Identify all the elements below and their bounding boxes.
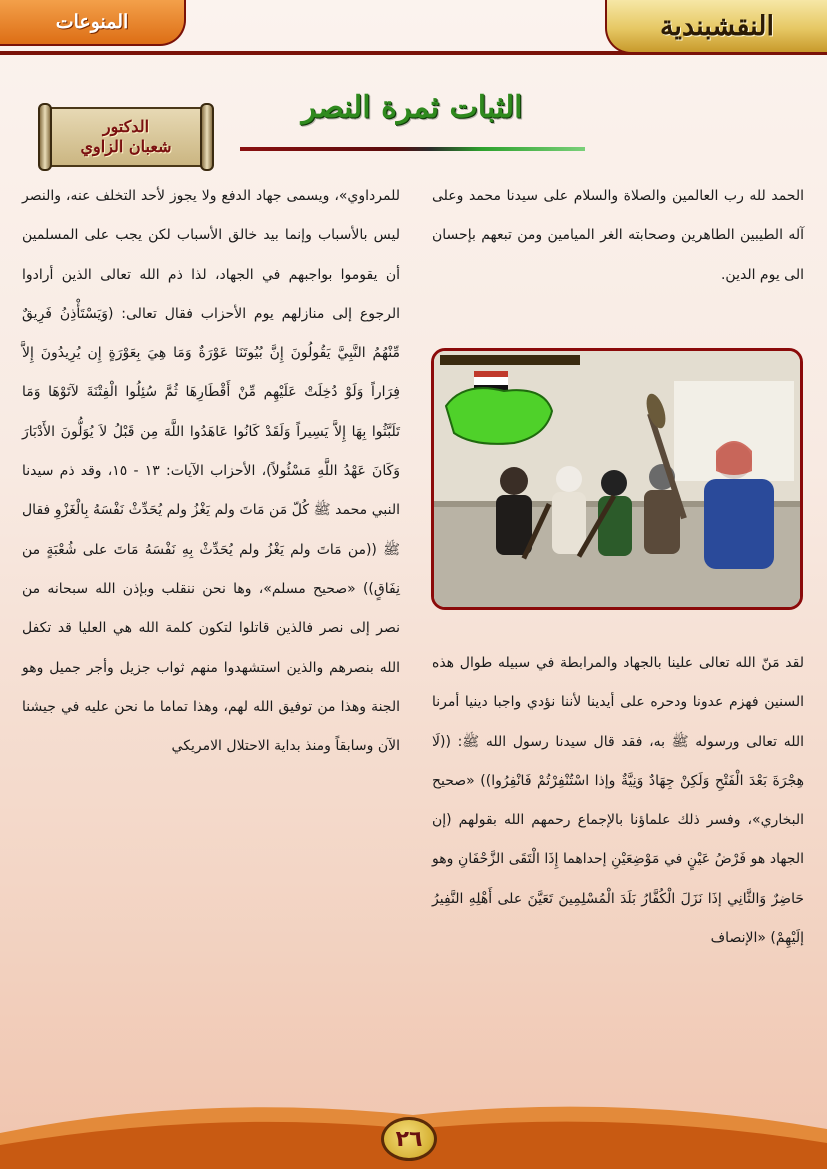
article-column-right-top xyxy=(432,177,804,295)
article-column-right-bottom xyxy=(432,644,804,958)
article-photo xyxy=(431,348,803,610)
page-number-badge xyxy=(381,1117,437,1161)
author-scroll-body xyxy=(46,107,206,167)
article-column-left xyxy=(22,177,400,766)
magazine-title-banner xyxy=(605,0,827,54)
magazine-title: النقشبندية xyxy=(659,10,775,42)
author-title: الدكتور xyxy=(102,117,150,136)
intro-paragraph: الحمد لله رب العالمين والصلاة والسلام على سيدنا محمد وعلى آله الطيبين الطاهرين وصحابته الغر الميامين ومن تبعهم بإحسان الى يوم الدين. xyxy=(432,188,804,283)
body-paragraph-right: لقد مَنّ الله تعالى علينا بالجهاد والمرابطة في سبيله طوال هذه السنين فهزم عدونا ودحره على أيدينا لأننا نؤدي واجبا دينيا أمرنا الله تعالى ورسوله ﷺ به، فقد قال سيدنا رسول الله ﷺ: ((لَا هِجْرَةَ بَعْدَ الْفَتْحِ وَلَكِنْ جِهَادٌ وَنِيَّةٌ وإذا اسْتُنْفِرْتُمْ فَانْفِرُوا)) «صحيح البخاري»، وفسر ذلك علماؤنا بالإجماع رحمهم الله بقولهم (إن الجهاد هو فَرْضُ عَيْنٍ في مَوْضِعَيْنِ إحداهما إِذَا الْتَقَى الزَّحْفَانِ وهو حَاضِرٌ وَالثَّانِي إذَا نَزَلَ الْكُفَّارُ بَلَدَ الْمُسْلِمِينَ تَعَيَّنَ على أَهْلِهِ النَّفِيرُ إلَيْهِمْ) «الإنصاف xyxy=(432,655,804,947)
page-number: ٢٦ xyxy=(395,1126,423,1152)
author-name: شعبان الزاوي xyxy=(80,137,172,156)
section-label: المنوعات xyxy=(55,11,129,33)
author-scroll xyxy=(38,103,214,171)
article-title: الثبات ثمرة النصر xyxy=(301,90,523,125)
body-paragraph-left: للمرداوي»، ويسمى جهاد الدفع ولا يجوز لأحد التخلف عنه، والنصر ليس بالأسباب وإنما بيد خالق الأسباب لكن يجب على المسلمين أن يقوموا بواجبهم في الجهاد، لذا ذم الله تعالى الذين أرادوا الرجوع إلى منازلهم يوم الأحزاب فقال تعالى: (وَيَسْتَأْذِنُ فَرِيقٌ مِّنْهُمُ النَّبِيَّ يَقُولُونَ إِنَّ بُيُوتَنَا عَوْرَةٌ وَمَا هِيَ بِعَوْرَةٍ إِن يُرِيدُونَ إِلاَّ فِرَاراً وَلَوْ دُخِلَتْ عَلَيْهِم مِّنْ أَقْطَارِهَا ثُمَّ سُئِلُوا الْفِتْنَةَ لآتَوْهَا وَمَا تَلَبَّثُوا بِهَا إِلاَّ يَسِيراً وَلَقَدْ كَانُوا عَاهَدُوا اللَّهَ مِن قَبْلُ لاَ يُوَلُّونَ الأَدْبَارَ وَكَانَ عَهْدُ اللَّهِ مَسْئُولاً)، الأحزاب الآيات: ١٣ - ١٥، وقد ذم سيدنا النبي محمد ﷺ كُلّ مَن مَاتَ ولم يَغْزُ ولم يُحَدِّثْ نَفْسَهُ بِالْغَزْوِ فقال ﷺ ((من مَاتَ ولم يَغْزُ ولم يُحَدِّثْ بِهِ نَفْسَهُ مَاتَ على شُعْبَةٍ من نِفَاقٍ)) «صحيح مسلم»، وها نحن ننقلب وبإذن الله سبحانه من نصر إلى نصر فالذين قاتلوا لتكون كلمة الله هي العليا قد تكفل الله بنصرهم والذين استشهدوا منهم ثواب جزيل وأجر جميل وهو الجنة وهذا من توفيق الله لهم، وهذا تماما ما نحن عليه في جيشنا الآن وسابقاً ومنذ بداية الاحتلال الامريكي xyxy=(22,188,401,755)
scroll-roll-left xyxy=(38,103,52,171)
photo-illustration xyxy=(434,351,800,607)
section-banner xyxy=(0,0,186,46)
scroll-roll-right xyxy=(200,103,214,171)
title-underline xyxy=(240,147,585,151)
